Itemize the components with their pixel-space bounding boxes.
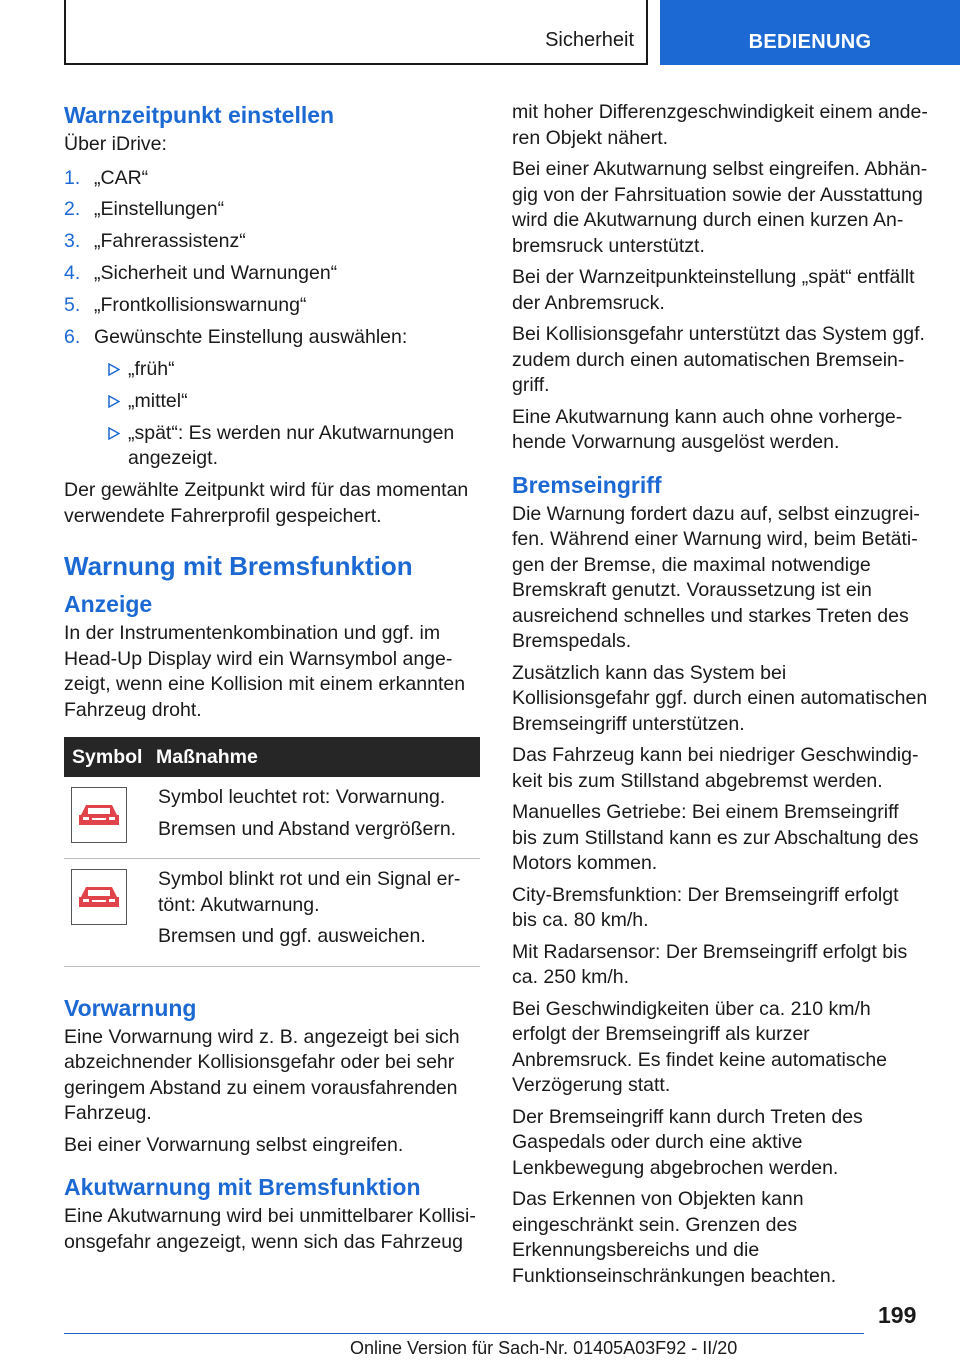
col-symbol-header: Symbol (64, 737, 154, 777)
header-box (64, 0, 648, 65)
left-column (64, 100, 480, 1261)
step-text: „Fahrerassistenz“ (94, 230, 246, 253)
step-list (64, 166, 480, 351)
col-massnahme-header: Maßnahme (154, 737, 480, 777)
step-number: 4. (64, 262, 81, 285)
heading-bremseingriff: Bremseingriff (512, 471, 662, 498)
paragraph: Bei Kollisionsgefahr unterstützt das System ggf. zudem durch einen automatischen Bremseingriff. (512, 323, 925, 396)
step-number: 3. (64, 230, 81, 253)
measure-line: Symbol blinkt rot und ein Signal ertönt: Akutwarnung. (158, 868, 461, 916)
measure-cell (154, 859, 480, 967)
akut-text: Eine Akutwarnung wird bei unmittelbarer Kollisionsgefahr angezeigt, wenn sich das Fahrzeug (64, 1205, 476, 1253)
step-number: 6. (64, 325, 81, 348)
page-number: 199 (878, 1302, 917, 1328)
step-text: Gewünschte Einstellung auswählen: (94, 325, 408, 348)
paragraph: Der Bremseingriff kann durch Treten des Gaspedals oder durch eine aktive Lenkbewegung abgebrochen werden. (512, 1105, 863, 1179)
paragraph: mit hoher Differenzgeschwindigkeit einem anderen Objekt nähert. (512, 101, 928, 149)
vorwarnung-text: Eine Vorwarnung wird z. B. angezeigt bei sich abzeichnender Kollisionsgefahr oder bei sehr geringem Abstand zu einem vorausfahrenden Fahrzeug. (64, 1025, 460, 1125)
car-collision-warning-icon (71, 787, 127, 843)
list-item (64, 325, 480, 351)
paragraph: Die Warnung fordert dazu auf, selbst einzugreifen. Während einer Warnung wird, beim Betätigen der Bremse, die maximal notwendige Bremskraft genutzt. Voraussetzung ist ein ausreichend schnelles und starkes Treten des Bremspedals. (512, 502, 920, 652)
measure-line: Symbol leuchtet rot: Vorwarnung. (158, 786, 446, 809)
paragraph: Das Erkennen von Objekten kann eingeschränkt sein. Grenzen des Erkennungsbereichs und die Funktionseinschränkungen beachten. (512, 1188, 837, 1287)
step-text: „Sicherheit und Warnungen“ (94, 262, 338, 285)
option-text: „früh“ (128, 357, 175, 380)
footer-divider (64, 1333, 864, 1334)
list-item (94, 389, 480, 415)
step-number: 5. (64, 294, 81, 317)
right-column (512, 100, 928, 1295)
step-number: 1. (64, 166, 81, 189)
paragraph: Das Fahrzeug kann bei niedriger Geschwindigkeit bis zum Stillstand abgebremst werden. (512, 744, 919, 792)
paragraph: Bei Geschwindigkeiten über ca. 210 km/h erfolgt der Bremseingriff als kurzer Anbremsruck. Es findet keine automatische Verzögerung statt. (512, 997, 888, 1096)
header-tab-bedienung[interactable]: BEDIENUNG (660, 0, 960, 65)
footer-version-text: Online Version für Sach-Nr. 01405A03F92 - II/20 (350, 1338, 738, 1358)
heading-vorwarnung: Vorwarnung (64, 994, 197, 1021)
paragraph: Bei einer Akutwarnung selbst eingreifen. Abhängig von der Fahrsituation sowie der Ausstattung wird die Akutwarnung durch einen kurzen Anbremsruck unterstützt. (512, 158, 928, 257)
list-item (64, 229, 480, 255)
symbol-cell (64, 859, 154, 967)
measure-cell (154, 777, 480, 859)
heading-akutwarnung: Akutwarnung mit Bremsfunktion (64, 1174, 421, 1201)
table-row (64, 859, 480, 967)
paragraph: Zusätzlich kann das System bei Kollisionsgefahr ggf. durch einen automatischen Bremseingriff unterstützen. (512, 661, 928, 735)
intro-text: Über iDrive: (64, 133, 167, 155)
step-number: 2. (64, 198, 81, 221)
option-text: „mittel“ (128, 389, 188, 412)
option-text: „spät“: Es werden nur Akutwarnungen angezeigt. (128, 421, 455, 470)
car-collision-warning-icon (71, 869, 127, 925)
header-section-title: Sicherheit (545, 29, 634, 51)
table-row (64, 777, 480, 859)
heading-anzeige: Anzeige (64, 591, 153, 618)
list-item (64, 197, 480, 223)
symbol-cell (64, 777, 154, 859)
step-text: „Frontkollisionswarnung“ (94, 294, 307, 317)
heading-warnung-bremsfunktion: Warnung mit Bremsfunktion (64, 551, 413, 582)
list-item (64, 261, 480, 287)
step-text: „Einstellungen“ (94, 198, 225, 221)
paragraph: Manuelles Getriebe: Bei einem Bremseingriff bis zum Stillstand kann es zur Abschaltung des Motors kommen. (512, 801, 919, 874)
paragraph: City-Bremsfunktion: Der Bremseingriff erfolgt bis ca. 80 km/h. (512, 883, 899, 931)
table-header-row (64, 737, 480, 777)
paragraph: Bei der Warnzeitpunkteinstellung „spät“ entfällt der Anbremsruck. (512, 266, 915, 314)
paragraph: Eine Akutwarnung kann auch ohne vorhergehende Vorwarnung ausgelöst werden. (512, 405, 903, 453)
symbol-table (64, 737, 480, 967)
saved-text: Der gewählte Zeitpunkt wird für das momentan verwendete Fahrerprofil gespeichert. (64, 479, 469, 527)
measure-line: Bremsen und Abstand vergrößern. (158, 817, 457, 840)
list-item (94, 357, 480, 383)
list-item (94, 421, 480, 472)
measure-line: Bremsen und ggf. ausweichen. (158, 925, 426, 948)
heading-warnzeitpunkt: Warnzeitpunkt einstellen (64, 102, 335, 128)
anzeige-text: In der Instrumentenkombination und ggf. im Head-Up Display wird ein Warnsymbol angezeigt, wenn eine Kollision mit einem erkannten Fahrzeug droht. (64, 622, 466, 721)
step-text: „CAR“ (94, 166, 149, 189)
paragraph: Mit Radarsensor: Der Bremseingriff erfolgt bis ca. 250 km/h. (512, 940, 908, 988)
list-item (64, 293, 480, 319)
vorwarnung-text-2: Bei einer Vorwarnung selbst eingreifen. (64, 1133, 404, 1156)
option-list (94, 357, 480, 472)
list-item (64, 166, 480, 192)
